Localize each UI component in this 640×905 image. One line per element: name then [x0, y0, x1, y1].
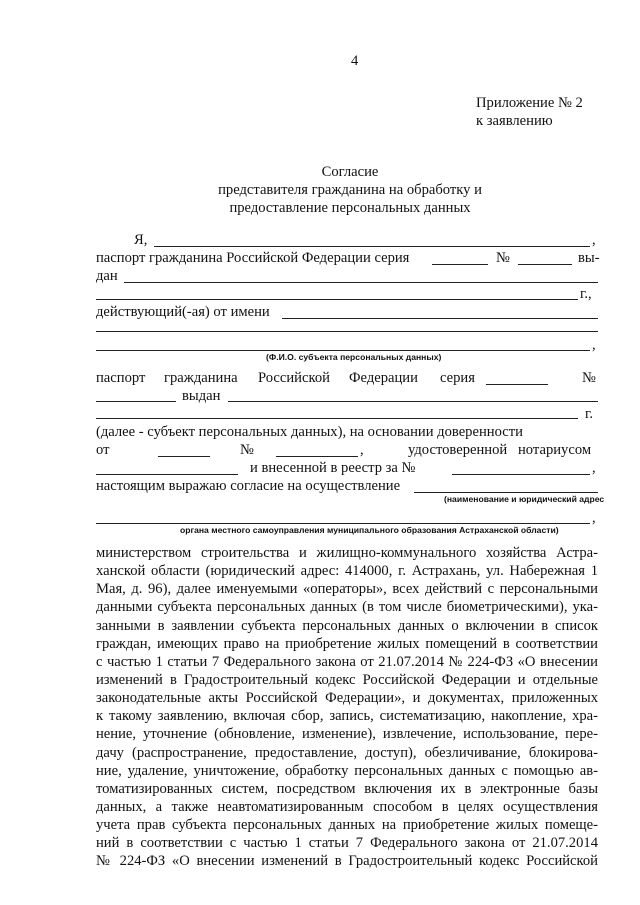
consent-body — [96, 544, 598, 871]
label-notary: нотариусом — [518, 442, 592, 458]
body-line: данными субъекта персональных данных (в том числе биометрическими), ука- — [96, 599, 598, 616]
label-number-2: № — [582, 370, 596, 386]
appendix-title: Приложение № 2 — [476, 95, 583, 111]
field-passport2-number[interactable] — [96, 401, 176, 402]
label-from: от — [96, 442, 110, 458]
field-subject-name[interactable] — [282, 318, 598, 319]
body-line: дачу (распространение, предоставление, доступ), обезличивание, блокирова- — [96, 744, 598, 761]
field-fullname[interactable] — [154, 246, 590, 247]
field-issued-by[interactable] — [124, 282, 598, 283]
field-passport2-series[interactable] — [486, 384, 548, 385]
body-line: данных, а также неавтоматизированным способом в целях осуществления — [96, 798, 598, 815]
label-poa-number: № — [240, 442, 254, 458]
caption-authority-org: органа местного самоуправления муниципального образования Астраханской области) — [180, 525, 559, 535]
label-year: г. — [585, 406, 593, 422]
label-issued: выдан — [182, 388, 221, 404]
punct-comma: , — [592, 232, 596, 248]
punct-comma-2: , — [592, 337, 596, 353]
body-line: занными в заявлении субъекта персональных данных о включении в список — [96, 617, 598, 634]
field-passport-number[interactable] — [518, 264, 572, 265]
field-notary-name[interactable] — [96, 474, 238, 475]
punct-comma-5: , — [592, 510, 596, 526]
field-passport2-issued-by[interactable] — [228, 401, 598, 402]
body-line: к такому заявлению, включая сбор, запись, систематизацию, накопление, хра- — [96, 708, 598, 725]
field-issued-by-cont[interactable] — [96, 299, 578, 300]
body-line: с частью 1 статьи 7 Федерального закона от 21.07.2014 № 224-ФЗ «О внесении — [96, 653, 598, 670]
label-issued-part2: дан — [96, 268, 118, 284]
passport2-word-5: серия — [440, 370, 475, 386]
passport2-word-2: гражданина — [164, 370, 238, 386]
body-line: № 224-ФЗ «О внесении изменений в Градостроительный кодекс Российской — [96, 853, 598, 870]
doc-title: Согласие — [321, 164, 379, 180]
label-certified: удостоверенной — [408, 442, 508, 458]
passport2-word-1: паспорт — [96, 370, 146, 386]
field-passport2-issued-cont[interactable] — [96, 418, 578, 419]
body-line: Мая, д. 96), далее именуемыми «операторы», всех действий с персональными — [96, 581, 598, 598]
body-line: учета прав субъекта персональных данных на приобретение жилых помеще- — [96, 817, 598, 834]
body-line: ние, удаление, уничтожение, обработку персональных данных с помощью ав- — [96, 762, 598, 779]
caption-subject-fio: (Ф.И.О. субъекта персональных данных) — [266, 352, 442, 362]
field-authority-name[interactable] — [414, 492, 598, 493]
body-line: томатизированных систем, посредством включения их в электронные базы — [96, 780, 598, 797]
body-line: нение, уточнение (обновление, изменение), извлечение, использование, пере- — [96, 726, 598, 743]
field-subject-name-cont2[interactable] — [96, 350, 590, 351]
appendix-subtitle: к заявлению — [476, 113, 553, 129]
doc-title-line3: предоставление персональных данных — [229, 200, 471, 216]
body-line: ний в соответствии с частью 1 статьи 7 Федерального закона от 21.07.2014 — [96, 835, 598, 852]
label-registry: и внесенной в реестр за № — [250, 460, 416, 476]
label-acting-on-behalf: действующий(-ая) от имени — [96, 304, 270, 320]
doc-title-line2: представителя гражданина на обработку и — [218, 182, 482, 198]
label-subject-note: (далее - субъект персональных данных), на основании доверенности — [96, 424, 523, 440]
field-poa-number[interactable] — [276, 456, 358, 457]
punct-comma-3: , — [360, 442, 364, 458]
field-authority-name-cont[interactable] — [96, 523, 590, 524]
field-subject-name-cont[interactable] — [96, 331, 598, 332]
label-number: № — [496, 250, 510, 266]
page-number: 4 — [351, 53, 359, 69]
body-line: министерством строительства и жилищно-коммунального хозяйства Астра- — [96, 545, 598, 561]
label-ya: Я, — [134, 232, 148, 248]
caption-authority-name: (наименование и юридический адрес — [444, 494, 605, 504]
field-registry-number[interactable] — [452, 474, 590, 475]
body-line: ханской области (юридический адрес: 414000, г. Астрахань, ул. Набережная 1 — [96, 563, 598, 580]
body-line: изменений в Градостроительный кодекс Российской Федерации и отдельные — [96, 671, 598, 688]
punct-comma-4: , — [592, 460, 596, 476]
body-line: граждан, имеющих право на приобретение жилых помещений в соответствии — [96, 635, 598, 652]
passport2-word-3: Российской — [258, 370, 330, 386]
label-issued-part1: вы- — [578, 250, 600, 266]
label-year-comma: г., — [580, 286, 592, 302]
passport2-word-4: Федерации — [349, 370, 418, 386]
body-line: законодательные акты Российской Федерации», и документах, приложенных — [96, 690, 598, 707]
label-passport-series: паспорт гражданина Российской Федерации серия — [96, 250, 410, 266]
field-passport-series[interactable] — [432, 264, 488, 265]
label-consent: настоящим выражаю согласие на осуществление — [96, 478, 401, 494]
field-poa-date[interactable] — [158, 456, 210, 457]
